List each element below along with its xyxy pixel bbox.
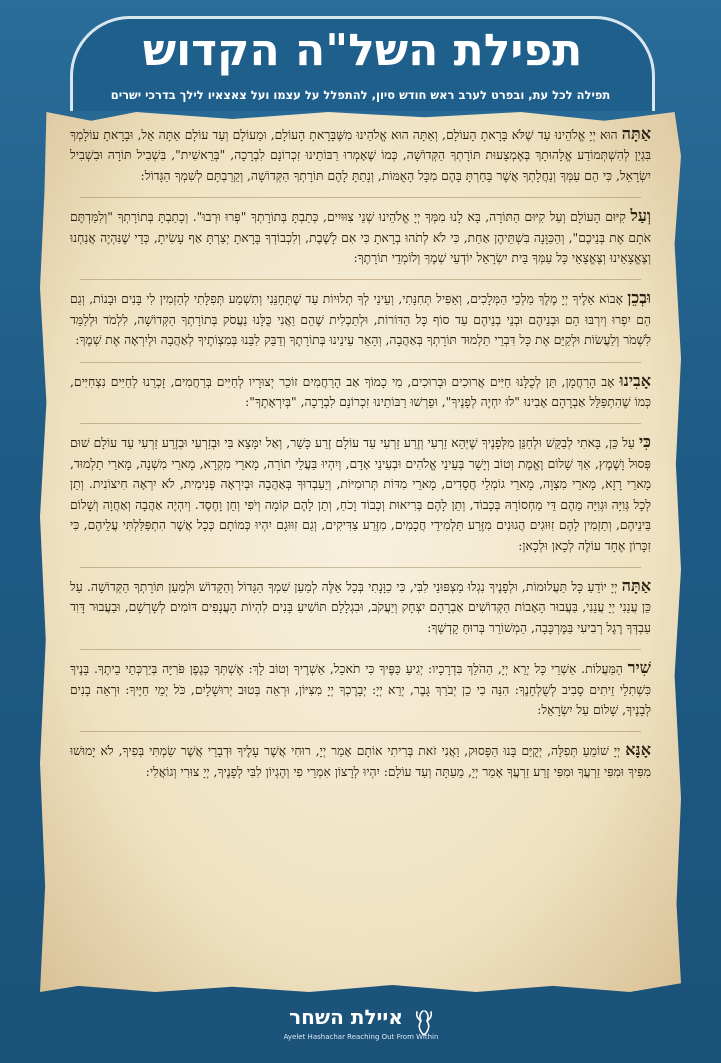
divider: [80, 362, 641, 363]
paragraph-body: הַמַּעֲלוֹת. אַשְׁרֵי כָּל יְרֵא יְיָ, הַהֹלֵךְ בִּדְרָכָיו: יְגִיעַ כַּפֶּיךָ כִּי תֹאכֵל, אַשְׁרֶיךָ וְטוֹב לָךְ: אֶשְׁתְּךָ כְּגֶפֶן פֹּרִיָּה בְּיַרְכְּתֵי בֵיתֶךָ. בָּנֶיךָ כִּשְׁתִלֵי זֵיתִים סָבִיב לְשֻׁלְחָנֶךָ: הִנֵּה כִי כֵן יְבֹרַךְ גָּבֶר, יְרֵא יְיָ: יְבָרֶכְךָ יְיָ מִצִּיּוֹן, וּרְאֵה בְּטוּב יְרוּשָׁלָיִם, כֹּל יְמֵי חַיֶּיךָ: וּרְאֵה בָנִים לְבָנֶיךָ, שָׁלוֹם עַל יִשְׂרָאֵל:: [70, 662, 651, 717]
paragraph-lead-word: כִּי: [638, 432, 651, 452]
paragraph: [70, 740, 651, 782]
paragraph: [70, 658, 651, 720]
logo-hebrew-text: איילת השחר: [289, 1005, 403, 1029]
paragraph-body: יְיָ יוֹדֵעַ כָּל תַּעֲלוּמוֹת, וּלְפָנֶיךָ נִגְלוּ מַצְפּוּנֵי לִבִּי, כִּי כַוָּנָתִי בְּכָל אֵלֶּה לְמַעַן שִׁמְךָ הַגָּדוֹל וְהַקָּדוֹשׁ וּלְמַעַן תּוֹרָתְךָ הַקְּדוֹשָׁה. עַל כֵּן עֲנֵנִי יְיָ עֲנֵנִי, בַּעֲבוּר הָאָבוֹת הַקְּדוֹשִׁים אַבְרָהָם יִצְחָק וְיַעֲקֹב, וּבִגְלָלָם תּוֹשִׁיעַ בָּנִים לִהְיוֹת הָעֲנָפִים דּוֹמִים לְשָׁרְשָׁם, וּבַעֲבוּר דָּוִד עַבְדְּךָ רֶגֶל רְבִיעִי בַּמֶּרְכָּבָה, הַמְשׁוֹרֵר בְּרוּחַ קָדְשֶׁךָ:: [70, 579, 651, 635]
divider: [80, 423, 641, 424]
paragraph-lead-word: וּבְכֵן: [627, 288, 651, 308]
paragraph: [70, 576, 651, 638]
divider: [80, 649, 641, 650]
divider: [80, 567, 641, 568]
paragraph-body: קִיּוּם הָעוֹלָם וְעַל קִיּוּם הַתּוֹרָה, בָּא לָנוּ מִמְּךָ יְיָ אֱלֹהֵינוּ שְׁנֵי צִוּוּיִים, כְּתַבְתָּ בְּתוֹרָתְךָ "פְּרוּ וּרְבוּ". וְכָתַבְתָּ בְּתוֹרָתְךָ "וְלִמַּדְתֶּם אֹתָם אֶת בְּנֵיכֶם", וְהַכַּוָּנָה בִּשְׁתֵּיהֶן אַחַת, כִּי לֹא לְתֹהוּ בְרָאתָ כִּי אִם לָשֶׁבֶת, וְלִכְבוֹדְךָ בָּרָאתָ יְצַרְתָּ אַף עָשִׂיתָ, כְּדֵי שֶׁנִּהְיֶה אֲנַחְנוּ וְצֶאֱצָאֵינוּ וְצֶאֱצָאֵי כָּל עַמְּךָ בֵּית יִשְׂרָאֵל יוֹדְעֵי שְׁמֶךָ וְלוֹמְדֵי תוֹרָתֶךָ:: [70, 210, 651, 266]
paragraph: [70, 432, 651, 555]
paragraph-lead-word: אַתָּה: [621, 124, 651, 143]
paragraph-body: הוּא יְיָ אֱלֹהֵינוּ עַד שֶׁלֹּא בָּרָאתָ הָעוֹלָם, וְאַתָּה הוּא אֱלֹהֵינוּ מִשֶּׁבָּרָאתָ הָעוֹלָם, וּמֵעוֹלָם וְעַד עוֹלָם אַתָּה אֵל, וּבָרָאתָ עוֹלָמְךָ בִּגְיַן לְהִשְׁתְּמוֹדַע אֱלָהוּתָךְ בְּאֶמְצָעוּת תּוֹרָתְךָ הַקְּדוֹשָׁה, כְּמוֹ שֶׁאָמְרוּ רַבּוֹתֵינוּ זִכְרוֹנָם לִבְרָכָה, "בְּרֵאשִׁית", בִּשְׁבִיל תּוֹרָה וּבִשְׁבִיל יִשְׂרָאֵל, כִּי הֵם עַמְּךָ וְנַחֲלָתְךָ אֲשֶׁר בָּחַרְתָּ בָּהֶם מִכָּל הָאֻמּוֹת, וְנָתַתָּ לָהֶם תּוֹרָתְךָ הַקְּדוֹשָׁה, וְקֵרַבְתָּם לְשִׁמְךָ הַגָּדוֹל:: [70, 128, 651, 183]
organization-logo: [261, 1003, 461, 1051]
paragraph-body: אָב הָרַחֲמָן, תֵּן לְכֻלָּנוּ חַיִּים אֲרוּכִים וּבְרוּכִים, מִי כָמוֹךָ אַב הָרַחֲמִים זוֹכֵר יְצוּרָיו לְחַיִּים בְּרַחֲמִים, זָכְרֵנוּ לְחַיִּים נִצְחִיִּים, כְּמוֹ שֶׁהִתְפַּלֵּל אַבְרָהָם אָבִינוּ "לוּ יִחְיֶה לְפָנֶיךָ", וּפֵרְשׁוּ רַבּוֹתֵינוּ זִכְרוֹנָם לִבְרָכָה, "בְּיִרְאָתֶךָ":: [70, 374, 651, 410]
paragraph-lead-word: אָנָּא: [625, 740, 651, 760]
divider: [80, 279, 641, 280]
paragraph: [70, 124, 651, 186]
logo-english-text: Ayelet Hashachar Reaching Out From Within: [283, 1033, 439, 1041]
paragraph-body: אָבוֹא אֵלֶיךָ יְיָ מֶלֶךְ מַלְכֵי הַמְּלָכִים, וְאַפִּיל תְּחִנָּתִי, וְעֵינַי לְךָ תְלוּיוֹת עַד שֶׁתְּחָנֵּנִי וְתִשְׁמַע תְּפִלָּתִי לְהַזְמִין לִי בָּנִים וּבָנוֹת, וְגַם הֵם יִפְרוּ וְיִרְבּוּ הֵם וּבְנֵיהֶם וּבְנֵי בְנֵיהֶם עַד סוֹף כָּל הַדּוֹרוֹת, וּלְתַכְלִית שֶׁהֵם וַאֲנִי כֻּלָּנוּ נַעֲסֹק בְּתוֹרָתְךָ הַקְּדוֹשָׁה, לִלְמֹד וּלְלַמֵּד לִשְׁמֹר וְלַעֲשׂוֹת וּלְקַיֵּם אֶת כָּל דִּבְרֵי תַלְמוּד תּוֹרָתְךָ בְּאַהֲבָה, וְהָאֵר עֵינֵינוּ בְּתוֹרָתֶךָ וְדַבֵּק לִבֵּנוּ בְּמִצְוֹתֶיךָ לְאַהֲבָה וּלְיִרְאָה אֶת שְׁמֶךָ:: [70, 292, 651, 348]
divider: [80, 731, 641, 732]
paragraph-lead-word: אָבִינוּ: [619, 370, 651, 390]
prayer-text: [70, 124, 651, 979]
paragraph-body: עַל כֵּן, בָּאתִי לְבַקֵּשׁ וּלְחַנֵּן מִלְּפָנֶיךָ שֶׁיְּהֵא זַרְעִי וְזֶרַע זַרְעִי עַד עוֹלָם זֶרַע כָּשֵׁר, וְאַל יִמָּצֵא בִּי וּבְזַרְעִי וּבְזֶרַע זַרְעִי עַד עוֹלָם שׁוּם פְּסוּל וָשֶׁמֶץ, אַךְ שָׁלוֹם וֶאֱמֶת וְטוֹב וְיָשָׁר בְּעֵינֵי אֱלֹהִים וּבְעֵינֵי אָדָם, וְיִהְיוּ בַּעֲלֵי תוֹרָה, מָארֵי מִקְרָא, מָארֵי מִשְׁנָה, מָארֵי תַלְמוּד, מָארֵי רָזָא, מָארֵי מִצְוָה, מָארֵי גוֹמְלֵי חֲסָדִים, מָארֵי מִדּוֹת תְּרוּמִיּוֹת, וְיַעַבְדוּךָ בְּאַהֲבָה וּבְיִרְאָה פְּנִימִית, לֹא יִרְאָה חִיצוֹנִית. וְתֵן לְכָל גְּוִיָּה וּגְוִיָּה מֵהֶם דֵּי מַחְסוֹרָהּ בְּכָבוֹד, וְתֵן לָהֶם בְּרִיאוּת וְכָבוֹד וָכֹחַ, וְתֵן לָהֶם קוֹמָה וְיֹפִי וְחֵן וָחֶסֶד. וְיִהְיֶה אַהֲבָה וְאַחֲוָה וְשָׁלוֹם בֵּינֵיהֶם, וְתַזְמִין לָהֶם זִוּוּגִים הֲגוּנִים מִזֶּרַע תַּלְמִידֵי חֲכָמִים, מִזֶּרַע צַדִּיקִים, וְגַם זִוּוּגָם יִהְיוּ כְּמוֹתָם כְּכָל אֲשֶׁר הִתְפַּלַּלְתִּי עֲלֵיהֶם, כִּי זִכָּרוֹן אֶחָד עוֹלֶה לְכָאן וּלְכָאן:: [70, 436, 651, 553]
page-subtitle: תפילה לכל עת, ובפרט לערב ראש חודש סיון, להתפלל על עצמו ועל צאצאיו לילך בדרכי ישרים: [110, 88, 611, 102]
page-title: תפילת השל"ה הקדוש: [142, 25, 583, 76]
paragraph-lead-word: וְעַל: [630, 206, 651, 226]
paragraph-lead-word: אַתָּה: [621, 575, 651, 595]
divider: [80, 197, 641, 198]
paragraph-lead-word: שִׁיר: [627, 658, 651, 678]
paragraph: [70, 371, 651, 413]
paragraph: [70, 288, 651, 350]
paragraph-body: יְיָ שׁוֹמֵעַ תְּפִלָּה, יְקֻיַּם בָּנוּ הַפָּסוּק, וַאֲנִי זֹאת בְּרִיתִי אוֹתָם אָמַר יְיָ, רוּחִי אֲשֶׁר עָלֶיךָ וּדְבָרַי אֲשֶׁר שַׂמְתִּי בְּפִיךָ, לֹא יָמוּשׁוּ מִפִּיךָ וּמִפִּי זַרְעֲךָ וּמִפִּי זֶרַע זַרְעֲךָ אָמַר יְיָ, מֵעַתָּה וְעַד עוֹלָם: יִהְיוּ לְרָצוֹן אִמְרֵי פִי וְהֶגְיוֹן לִבִּי לְפָנֶיךָ, יְיָ צוּרִי וְגוֹאֲלִי:: [70, 744, 651, 779]
paragraph: [70, 206, 651, 268]
